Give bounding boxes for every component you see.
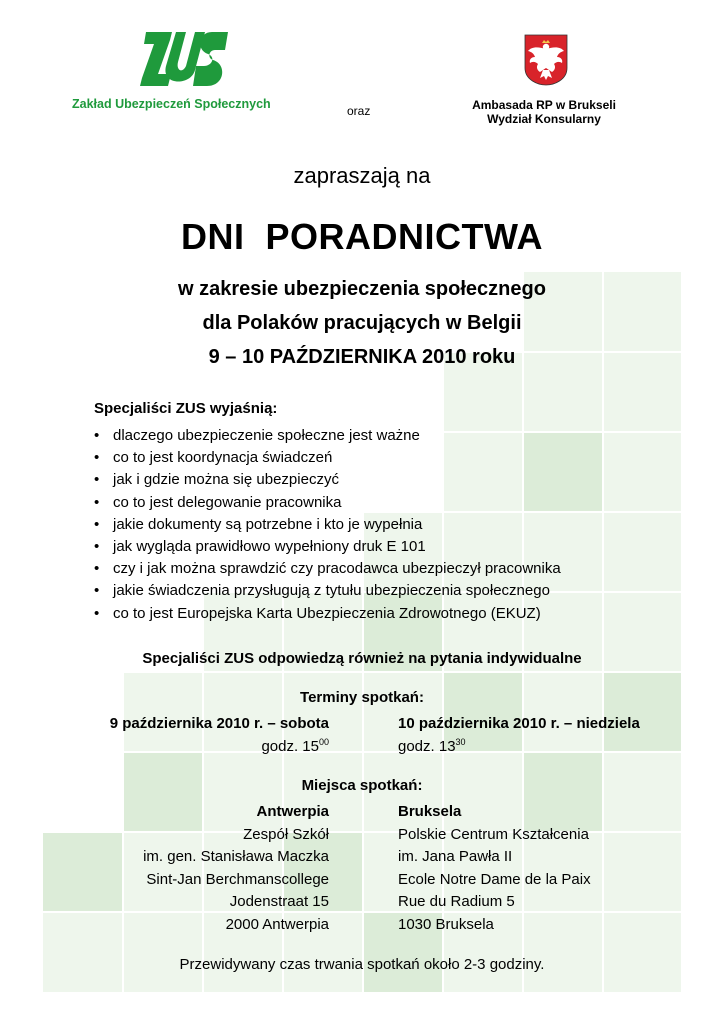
list-item: • co to jest Europejska Karta Ubezpieczenia Zdrowotnego (EKUZ) bbox=[92, 603, 561, 625]
right-date: 10 października 2010 r. – niedziela bbox=[398, 715, 640, 732]
subtitle-line: dla Polaków pracujących w Belgii bbox=[202, 312, 522, 334]
polish-eagle-emblem-icon bbox=[524, 34, 568, 86]
right-time-text: godz. 13 bbox=[398, 738, 456, 755]
list-item: • jak wygląda prawidłowo wypełniony druk E 101 bbox=[92, 536, 561, 558]
zus-logo bbox=[138, 30, 230, 90]
list-item: • jakie świadczenia przysługują z tytułu ubezpieczenia społecznego bbox=[92, 580, 561, 602]
conjunction-text: oraz bbox=[347, 104, 371, 118]
embassy-line-1: Ambasada RP w Brukseli bbox=[472, 98, 616, 112]
address-line: 1030 Bruksela bbox=[398, 915, 494, 933]
list-item: • co to jest delegowanie pracownika bbox=[92, 492, 561, 514]
brussels-city: Bruksela bbox=[398, 803, 462, 820]
list-item: • co to jest koordynacja świadczeń bbox=[92, 447, 561, 469]
embassy-line-2: Wydział Konsularny bbox=[487, 112, 601, 126]
address-line: Ecole Notre Dame de la Paix bbox=[398, 870, 591, 888]
address-line: Polskie Centrum Kształcenia bbox=[398, 825, 589, 843]
duration-note: Przewidywany czas trwania spotkań około 2-3 godziny. bbox=[179, 956, 545, 973]
left-date: 9 października 2010 r. – sobota bbox=[109, 715, 329, 732]
specialists-heading: Specjaliści ZUS wyjaśnią: bbox=[94, 400, 278, 417]
address-line: Sint-Jan Berchmanscollege bbox=[146, 870, 329, 888]
address-line: Jodenstraat 15 bbox=[229, 893, 329, 910]
list-item: • dlaczego ubezpieczenie społeczne jest ważne bbox=[92, 425, 561, 447]
left-time-minutes: 00 bbox=[318, 737, 329, 747]
zus-institution-name: Zakład Ubezpieczeń Społecznych bbox=[72, 97, 271, 111]
left-time-text: godz. 15 bbox=[261, 738, 319, 755]
address-line: Zespół Szkół bbox=[243, 825, 329, 843]
antwerp-address bbox=[143, 801, 329, 936]
invite-text: zapraszają na bbox=[293, 163, 431, 188]
subtitle-date: 9 – 10 PAŹDZIERNIKA 2010 roku bbox=[208, 346, 516, 368]
right-time-minutes: 30 bbox=[455, 737, 466, 747]
terms-heading: Terminy spotkań: bbox=[300, 689, 424, 706]
list-item: • czy i jak można sprawdzić czy pracodawca ubezpieczył pracownika bbox=[92, 558, 561, 580]
antwerp-city: Antwerpia bbox=[256, 803, 329, 820]
places-heading: Miejsca spotkań: bbox=[301, 777, 423, 794]
brussels-address bbox=[398, 801, 591, 936]
address-line: im. gen. Stanisława Maczka bbox=[143, 848, 329, 865]
event-title: DNI PORADNICTWA bbox=[181, 216, 543, 257]
list-item: • jakie dokumenty są potrzebne i kto je wypełnia bbox=[92, 514, 561, 536]
right-time bbox=[398, 738, 466, 755]
topics-list bbox=[92, 425, 561, 625]
event-subtitle bbox=[0, 272, 724, 374]
address-line: im. Jana Pawła II bbox=[398, 848, 513, 865]
address-line: Rue du Radium 5 bbox=[398, 893, 515, 910]
left-time bbox=[261, 738, 329, 755]
embassy-name bbox=[440, 98, 648, 126]
list-item: • jak i gdzie można się ubezpieczyć bbox=[92, 469, 561, 491]
address-line: 2000 Antwerpia bbox=[225, 915, 329, 933]
individual-questions-note: Specjaliści ZUS odpowiedzą również na pytania indywidualne bbox=[142, 650, 582, 667]
subtitle-line: w zakresie ubezpieczenia społecznego bbox=[178, 278, 546, 300]
